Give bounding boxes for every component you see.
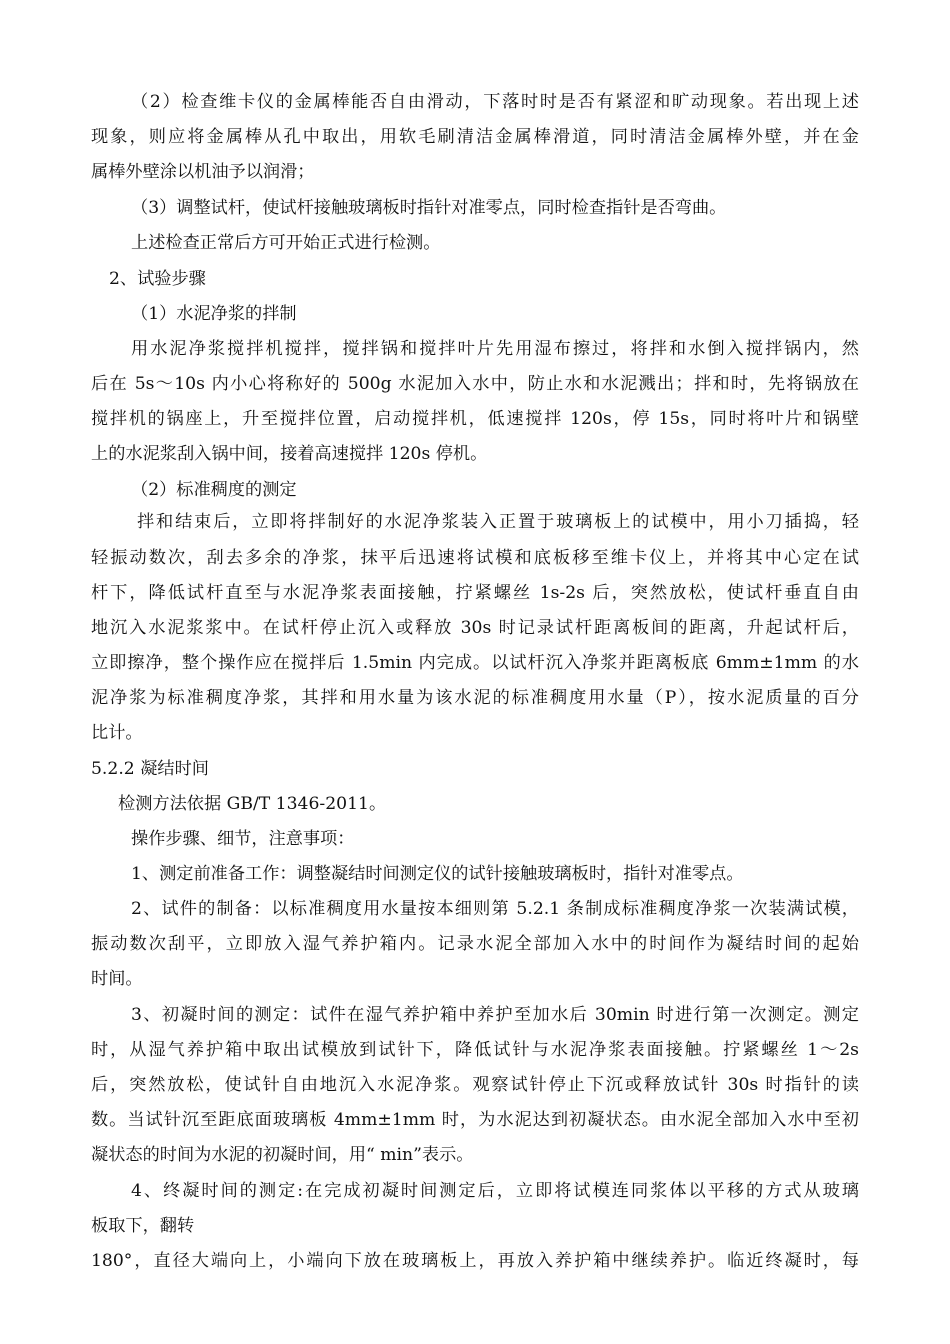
text-line: 3、初凝时间的测定：试件在湿气养护箱中养护至加水后 30min 时进行第一次测定。测定 — [131, 1005, 859, 1025]
text-line: 2、试件的制备：以标准稠度用水量按本细则第 5.2.1 条制成标准稠度净浆一次装满试模， — [131, 899, 859, 919]
text-line: 杆下，降低试杆直至与水泥净浆表面接触，拧紧螺丝 1s-2s 后，突然放松，使试杆垂直自由 — [91, 583, 859, 603]
text-line: 轻振动数次，刮去多余的净浆，抹平后迅速将试模和底板移至维卡仪上，并将其中心定在试 — [91, 548, 859, 568]
text-line: 5.2.2 凝结时间 — [91, 759, 209, 779]
text-line: 地沉入水泥浆浆中。在试杆停止沉入或释放 30s 时记录试杆距离板间的距离，升起试杆后， — [91, 618, 859, 638]
text-line: 拌和结束后，立即将拌制好的水泥净浆装入正置于玻璃板上的试模中，用小刀插捣，轻 — [137, 512, 859, 532]
text-line: 上的水泥浆刮入锅中间，接着高速搅拌 120s 停机。 — [91, 444, 488, 464]
text-line: 后在 5s～10s 内小心将称好的 500g 水泥加入水中，防止水和水泥溅出；拌和时，先将锅放在 — [91, 374, 859, 394]
text-line: 泥净浆为标准稠度净浆，其拌和用水量为该水泥的标准稠度用水量（P），按水泥质量的百分 — [91, 688, 859, 708]
text-line: （3）调整试杆，使试杆接触玻璃板时指针对准零点，同时检查指针是否弯曲。 — [131, 198, 727, 218]
text-line: 比计。 — [91, 723, 143, 743]
text-line: 时，从湿气养护箱中取出试模放到试针下，降低试针与水泥净浆表面接触。拧紧螺丝 1～2s — [91, 1040, 859, 1060]
text-line: 180°，直径大端向上，小端向下放在玻璃板上，再放入养护箱中继续养护。临近终凝时，每 — [91, 1251, 859, 1271]
text-line: 搅拌机的锅座上，升至搅拌位置，启动搅拌机，低速搅拌 120s，停 15s，同时将叶片和锅壁 — [91, 409, 859, 429]
text-line: 凝状态的时间为水泥的初凝时间，用“ min”表示。 — [91, 1145, 474, 1165]
text-line: 后，突然放松，使试针自由地沉入水泥净浆。观察试针停止下沉或释放试针 30s 时指针的读 — [91, 1075, 859, 1095]
text-line: 4、终凝时间的测定:在完成初凝时间测定后，立即将试模连同浆体以平移的方式从玻璃 — [131, 1181, 859, 1201]
text-line: 上述检查正常后方可开始正式进行检测。 — [131, 233, 441, 253]
text-line: 用水泥净浆搅拌机搅拌，搅拌锅和搅拌叶片先用湿布擦过，将拌和水倒入搅拌锅内，然 — [131, 339, 859, 359]
text-line: （1）水泥净浆的拌制 — [131, 304, 297, 324]
text-line: 2、试验步骤 — [109, 269, 206, 289]
text-line: （2）标准稠度的测定 — [131, 480, 297, 500]
text-line: （2）检查维卡仪的金属棒能否自由滑动，下落时时是否有紧涩和旷动现象。若出现上述 — [131, 92, 859, 112]
text-line: 操作步骤、细节，注意事项： — [131, 829, 355, 849]
text-line: 振动数次刮平，立即放入湿气养护箱内。记录水泥全部加入水中的时间作为凝结时间的起始 — [91, 934, 859, 954]
text-line: 数。当试针沉至距底面玻璃板 4mm±1mm 时，为水泥达到初凝状态。由水泥全部加入水中至初 — [91, 1110, 859, 1130]
text-line: 检测方法依据 GB/T 1346-2011。 — [118, 794, 387, 814]
text-line: 属棒外壁涂以机油予以润滑； — [91, 162, 315, 182]
text-line: 板取下，翻转 — [91, 1216, 195, 1236]
text-line: 现象，则应将金属棒从孔中取出，用软毛刷清洁金属棒滑道，同时清洁金属棒外壁，并在金 — [91, 127, 859, 147]
text-line: 立即擦净，整个操作应在搅拌后 1.5min 内完成。以试杆沉入净浆并距离板底 6mm±1mm 的水 — [91, 653, 859, 673]
text-line: 1、测定前准备工作：调整凝结时间测定仪的试针接触玻璃板时，指针对准零点。 — [131, 864, 744, 884]
text-line: 时间。 — [91, 969, 143, 989]
